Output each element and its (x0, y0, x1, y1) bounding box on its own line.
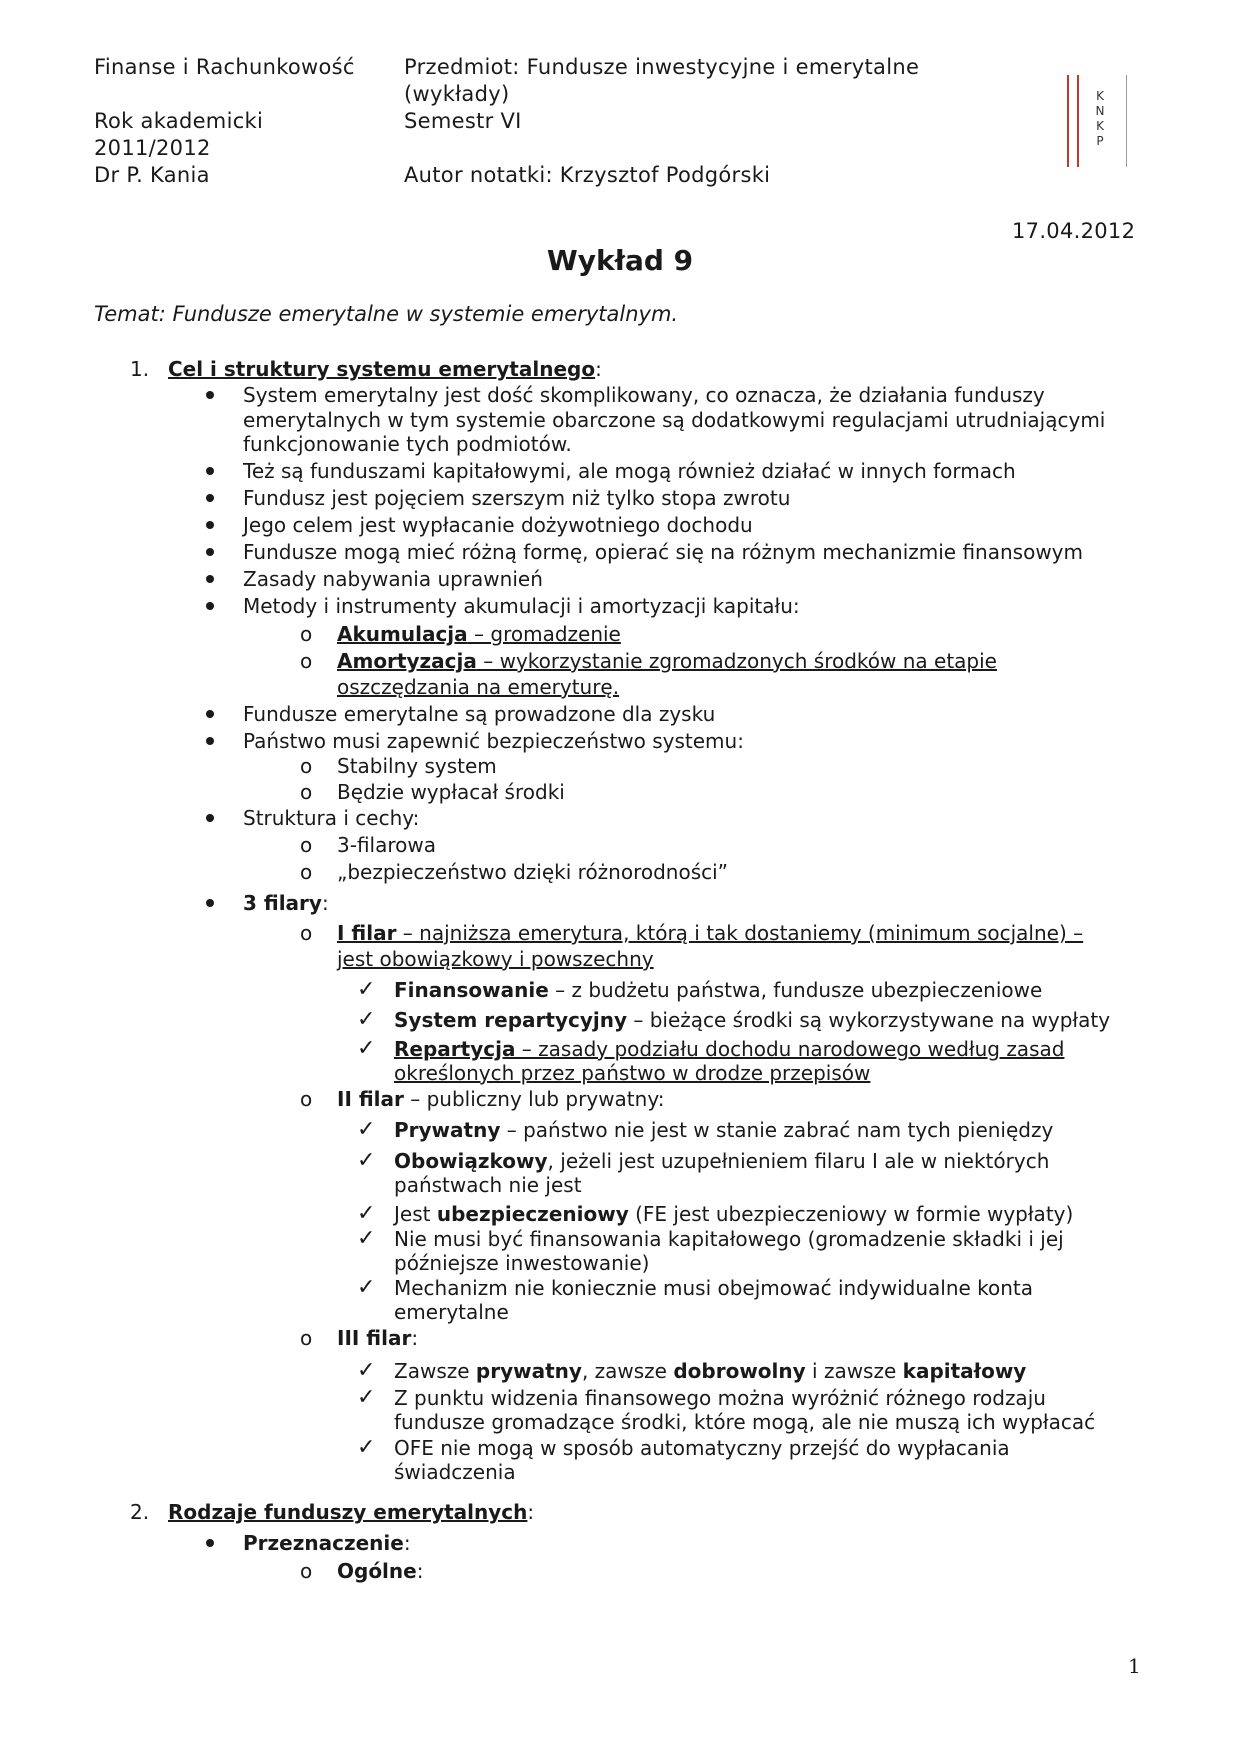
header-semester: Semestr VI (404, 109, 522, 133)
term: Obowiązkowy (394, 1149, 548, 1173)
sub-bullet-text: 3-filarowa (337, 833, 436, 857)
definition: – państwo nie jest w stanie zabrać nam tych pieniędzy (500, 1118, 1054, 1142)
section-number: 1. (130, 357, 150, 381)
bullet-icon (206, 391, 214, 399)
header-subject-type: (wykłady) (404, 82, 510, 106)
header-left (94, 54, 355, 189)
term: Repartycja (394, 1037, 516, 1061)
check-item (394, 1149, 1049, 1174)
check-item (394, 1037, 1064, 1062)
punct: : (416, 1559, 424, 1583)
sub-bullet-marker: o (300, 860, 313, 884)
bullet-text: Metody i instrumenty akumulacji i amortyzacji kapitału: (243, 594, 800, 618)
logo-bar-right (1126, 75, 1127, 167)
sub-bullet-marker: o (300, 921, 313, 945)
punct: : (411, 1326, 419, 1350)
bullet-icon (206, 1539, 214, 1547)
punct: : (595, 357, 602, 381)
term: kapitałowy (902, 1359, 1027, 1383)
check-item: Nie musi być finansowania kapitałowego (gromadzenie składki i jej (394, 1227, 1064, 1251)
check-icon: ✓ (357, 1275, 376, 1300)
definition: – gromadzenie (467, 622, 621, 646)
term: System repartycyjny (394, 1008, 627, 1032)
sub-bullet-text: „bezpieczeństwo dzięki różnorodności” (337, 860, 729, 884)
text: i zawsze (805, 1359, 903, 1383)
header-faculty: Finanse i Rachunkowość (94, 55, 355, 79)
header-subject: Przedmiot: Fundusze inwestycyjne i emerytalne (404, 55, 920, 79)
term: ubezpieczeniowy (436, 1202, 629, 1226)
section-heading-text: Rodzaje funduszy emerytalnych (168, 1500, 528, 1524)
definition: – wykorzystanie zgromadzonych środków na etapie (476, 649, 997, 673)
check-item (394, 1359, 1026, 1384)
definition: (FE jest ubezpieczeniowy w formie wypłaty) (628, 1202, 1074, 1226)
sub-bullet-marker: o (300, 833, 313, 857)
text: , zawsze (581, 1359, 674, 1383)
definition: – bieżące środki są wykorzystywane na wypłaty (627, 1008, 1111, 1032)
check-item-cont: późniejsze inwestowanie) (394, 1251, 650, 1275)
pillar-1 (337, 921, 1083, 946)
header-spacer (404, 135, 919, 162)
bullet-text: Jego celem jest wypłacanie dożywotniego dochodu (243, 513, 753, 537)
check-icon: ✓ (357, 1117, 376, 1142)
punct: : (321, 891, 329, 915)
check-icon: ✓ (357, 1201, 376, 1226)
check-item: Mechanizm nie koniecznie musi obejmować indywidualne konta (394, 1276, 1034, 1300)
lecture-date: 17.04.2012 (1012, 219, 1136, 243)
sub-bullet-marker: o (300, 1087, 313, 1111)
check-item: OFE nie mogą w sposób automatyczny przejść do wypłacania (394, 1436, 1010, 1460)
sub-bullet-text (337, 1559, 423, 1584)
bullet-text: Fundusz jest pojęciem szerszym niż tylko stopa zwrotu (243, 486, 791, 510)
check-icon: ✓ (357, 1385, 376, 1410)
bullet-text: Fundusze mogą mieć różną formę, opierać się na różnym mechanizmie finansowym (243, 540, 1083, 564)
check-icon: ✓ (357, 977, 376, 1002)
page-title: Wykład 9 (546, 244, 694, 277)
check-item-cont: emerytalne (394, 1300, 509, 1324)
punct: : (527, 1500, 535, 1524)
check-item (394, 1202, 1073, 1227)
check-item (394, 1008, 1110, 1033)
sub-bullet-text: Będzie wypłacał środki (337, 780, 565, 804)
check-item-cont: państwach nie jest (394, 1173, 582, 1197)
bullet-icon (206, 602, 214, 610)
sub-bullet-text (337, 649, 997, 674)
check-icon: ✓ (357, 1007, 376, 1032)
header-lecturer: Dr P. Kania (94, 163, 210, 187)
term: Przeznaczenie (243, 1531, 404, 1555)
term: II filar (337, 1087, 404, 1111)
term: prywatny (475, 1359, 582, 1383)
sub-bullet-text: oszczędzania na emeryturę. (337, 675, 620, 699)
bullet-icon (206, 467, 214, 475)
sub-bullet-marker: o (300, 649, 313, 673)
text: Zawsze (394, 1359, 476, 1383)
definition: – najniższa emerytura, którą i tak dostaniemy (minimum socjalne) – (396, 921, 1084, 945)
bullet-text: Zasady nabywania uprawnień (243, 567, 543, 591)
check-icon: ✓ (357, 1435, 376, 1460)
check-item-cont: fundusze gromadzące środki, które mogą, ale nie muszą ich wypłacać (394, 1410, 1096, 1434)
bullet-icon (206, 710, 214, 718)
bullet-text: emerytalnych w tym systemie obarczone są dodatkowymi regulacjami utrudniającymi (243, 408, 1106, 432)
bullet-text: Też są funduszami kapitałowymi, ale mogą również działać w innych formach (243, 459, 1016, 483)
term: III filar (337, 1326, 412, 1350)
pillar-2 (337, 1087, 664, 1112)
term: Akumulacja (337, 622, 468, 646)
bullet-text: funkcjonowanie tych podmiotów. (243, 432, 572, 456)
definition: – zasady podziału dochodu narodowego według zasad (515, 1037, 1065, 1061)
bullet-text: System emerytalny jest dość skomplikowany, co oznacza, że działania funduszy (243, 383, 1045, 407)
section-heading-text: Cel i struktury systemu emerytalnego (168, 357, 596, 381)
sub-bullet-marker: o (300, 1559, 313, 1583)
term: Finansowanie (394, 978, 549, 1002)
sub-bullet-text (337, 622, 621, 647)
bullet-text: Państwo musi zapewnić bezpieczeństwo systemu: (243, 729, 744, 753)
term: I filar (337, 921, 397, 945)
logo-letters: K N K P (1095, 89, 1105, 148)
check-icon: ✓ (357, 1226, 376, 1251)
check-item (394, 1118, 1053, 1143)
sub-bullet-marker: o (300, 622, 313, 646)
punct: : (403, 1531, 411, 1555)
header-author: Autor notatki: Krzysztof Podgórski (404, 163, 771, 187)
bullet-icon (206, 521, 214, 529)
bullet-icon (206, 575, 214, 583)
page-number: 1 (1128, 1654, 1141, 1678)
bullet-icon (206, 899, 214, 907)
sub-bullet-marker: o (300, 780, 313, 804)
pillar-3 (337, 1326, 418, 1351)
topic: Temat: Fundusze emerytalne w systemie emerytalnym. (94, 302, 679, 326)
check-item (394, 978, 1042, 1003)
section-number: 2. (130, 1500, 150, 1524)
section-heading (168, 357, 602, 382)
term: Prywatny (394, 1118, 501, 1142)
check-item: Z punktu widzenia finansowego można wyróżnić różnego rodzaju (394, 1386, 1046, 1410)
bullet-text: Fundusze emerytalne są prowadzone dla zysku (243, 702, 716, 726)
sub-bullet-marker: o (300, 1326, 313, 1350)
check-icon: ✓ (357, 1036, 376, 1061)
definition: – z budżetu państwa, fundusze ubezpieczeniowe (548, 978, 1043, 1002)
definition: – publiczny lub prywatny: (403, 1087, 665, 1111)
bullet-text: Struktura i cechy: (243, 806, 420, 830)
check-icon: ✓ (357, 1358, 376, 1383)
text: Jest (394, 1202, 437, 1226)
logo-bar-left (1067, 75, 1069, 167)
header-year-label: Rok akademicki (94, 109, 264, 133)
header-right (404, 54, 919, 189)
check-item-cont: świadczenia (394, 1460, 516, 1484)
sub-bullet-marker: o (300, 754, 313, 778)
check-icon: ✓ (357, 1148, 376, 1173)
bullet-icon (206, 814, 214, 822)
knkp-logo (1067, 75, 1127, 167)
check-item-cont: określonych przez państwo w drodze przepisów (394, 1061, 871, 1085)
term: Ogólne (337, 1559, 417, 1583)
term: 3 filary (243, 891, 322, 915)
term: Amortyzacja (337, 649, 477, 673)
definition: , jeżeli jest uzupełnieniem filaru I ale w niektórych (547, 1149, 1050, 1173)
bullet-icon (206, 737, 214, 745)
sub-bullet-text: Stabilny system (337, 754, 497, 778)
header-spacer (94, 81, 355, 108)
pillar-1-cont: jest obowiązkowy i powszechny (337, 947, 654, 971)
bullet-icon (206, 494, 214, 502)
bullet-text (243, 1531, 411, 1556)
logo-bar-inner (1077, 75, 1079, 167)
header-year: 2011/2012 (94, 136, 211, 160)
term: dobrowolny (673, 1359, 806, 1383)
bullet-icon (206, 548, 214, 556)
section-heading (168, 1500, 534, 1525)
bullet-text (243, 891, 329, 916)
